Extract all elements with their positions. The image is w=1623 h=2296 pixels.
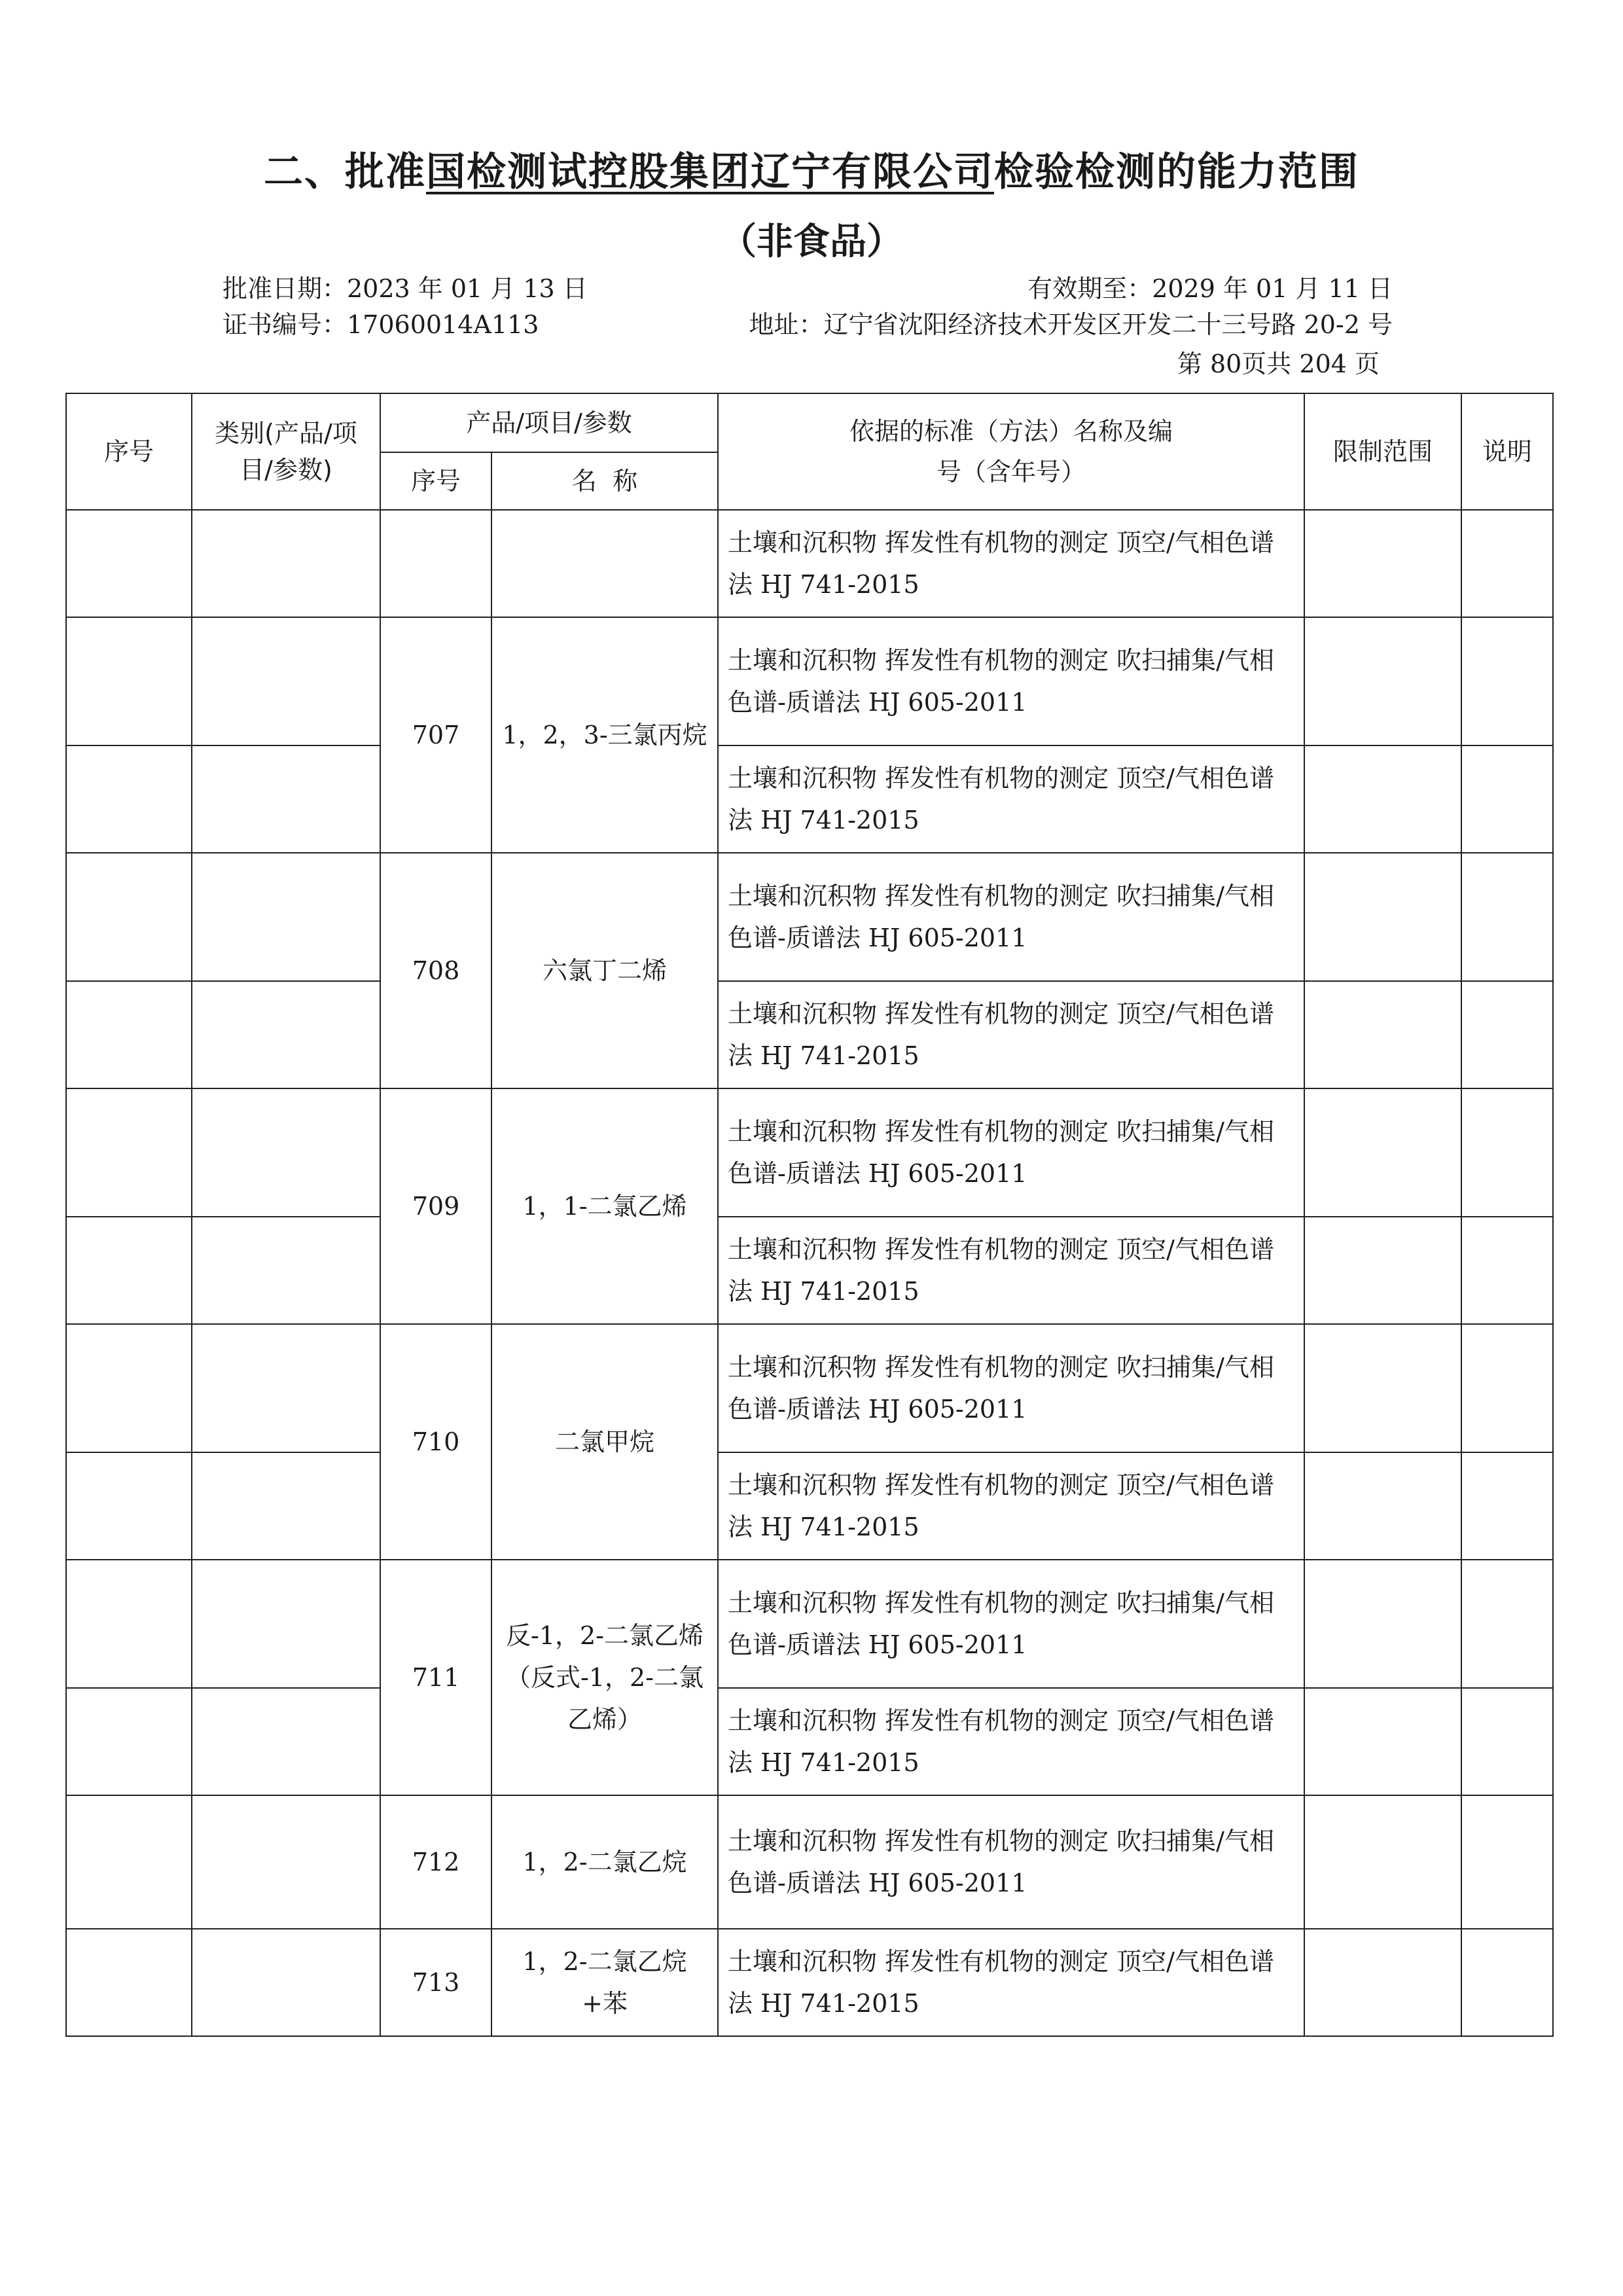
cell-item-name: 1，1-二氯乙烯 (491, 1088, 718, 1324)
cell-item-id (380, 510, 491, 617)
cell-item-id: 711 (380, 1560, 491, 1795)
cell-item-id: 709 (380, 1088, 491, 1324)
cell-limit (1304, 510, 1461, 617)
table-row (66, 510, 1553, 617)
title-org: 国检测试控股集团辽宁有限公司 (426, 149, 994, 195)
cell-limit (1304, 1324, 1461, 1452)
cell-item-id: 713 (380, 1929, 491, 2036)
cell-seq (66, 510, 192, 617)
cell-standard: 土壤和沉积物 挥发性有机物的测定 吹扫捕集/气相色谱-质谱法 HJ 605-2011 (718, 1795, 1304, 1929)
cell-standard: 土壤和沉积物 挥发性有机物的测定 顶空/气相色谱法 HJ 741-2015 (718, 745, 1304, 853)
page-subtitle: （非食品） (720, 221, 903, 263)
cell-standard: 土壤和沉积物 挥发性有机物的测定 顶空/气相色谱法 HJ 741-2015 (718, 1688, 1304, 1795)
cell-limit (1304, 1088, 1461, 1217)
cell-standard: 土壤和沉积物 挥发性有机物的测定 吹扫捕集/气相色谱-质谱法 HJ 605-2011 (718, 853, 1304, 981)
cell-seq (66, 1688, 192, 1795)
cell-limit (1304, 1795, 1461, 1929)
cell-limit (1304, 981, 1461, 1088)
cell-note (1461, 1560, 1553, 1688)
cell-category (192, 853, 380, 981)
cell-category (192, 1795, 380, 1929)
table-row (66, 853, 1553, 981)
cell-seq (66, 1929, 192, 2036)
certificate-number: 证书编号：17060014A113 (223, 310, 539, 339)
table-row (66, 617, 1553, 745)
header-sub-name: 名 称 (491, 452, 718, 510)
table-row (66, 1560, 1553, 1688)
header-category: 类别(产品/项目/参数) (192, 393, 380, 510)
cell-note (1461, 1217, 1553, 1324)
cell-category (192, 1217, 380, 1324)
approval-date: 批准日期：2023 年 01 月 13 日 (223, 274, 588, 303)
table-row (66, 1088, 1553, 1217)
cell-standard: 土壤和沉积物 挥发性有机物的测定 吹扫捕集/气相色谱-质谱法 HJ 605-2011 (718, 1324, 1304, 1452)
cell-item-name: 六氯丁二烯 (491, 853, 718, 1088)
cell-note (1461, 745, 1553, 853)
header-sub-seq: 序号 (380, 452, 491, 510)
cell-standard: 土壤和沉积物 挥发性有机物的测定 吹扫捕集/气相色谱-质谱法 HJ 605-2011 (718, 1560, 1304, 1688)
cell-item-name (491, 510, 718, 617)
cell-limit (1304, 1929, 1461, 2036)
cell-seq (66, 1088, 192, 1217)
cell-limit (1304, 1217, 1461, 1324)
cell-standard: 土壤和沉积物 挥发性有机物的测定 顶空/气相色谱法 HJ 741-2015 (718, 981, 1304, 1088)
table-row (66, 1795, 1553, 1929)
cell-seq (66, 981, 192, 1088)
cell-seq (66, 1795, 192, 1929)
cell-standard: 土壤和沉积物 挥发性有机物的测定 顶空/气相色谱法 HJ 741-2015 (718, 510, 1304, 617)
cell-note (1461, 1088, 1553, 1217)
cell-seq (66, 617, 192, 745)
cell-category (192, 1324, 380, 1452)
cell-item-id: 710 (380, 1324, 491, 1560)
cell-category (192, 745, 380, 853)
cell-standard: 土壤和沉积物 挥发性有机物的测定 顶空/气相色谱法 HJ 741-2015 (718, 1929, 1304, 2036)
table-row (66, 1324, 1553, 1452)
cell-standard: 土壤和沉积物 挥发性有机物的测定 吹扫捕集/气相色谱-质谱法 HJ 605-2011 (718, 1088, 1304, 1217)
cell-seq (66, 1324, 192, 1452)
cell-note (1461, 1929, 1553, 2036)
cell-limit (1304, 1452, 1461, 1560)
header-seq: 序号 (66, 393, 192, 510)
cell-note (1461, 1452, 1553, 1560)
table-row (66, 1217, 1553, 1324)
cell-note (1461, 1688, 1553, 1795)
cell-seq (66, 853, 192, 981)
cell-standard: 土壤和沉积物 挥发性有机物的测定 顶空/气相色谱法 HJ 741-2015 (718, 1217, 1304, 1324)
cell-category (192, 1688, 380, 1795)
valid-until: 有效期至：2029 年 01 月 11 日 (1027, 274, 1393, 303)
cell-limit (1304, 617, 1461, 745)
cell-item-id: 712 (380, 1795, 491, 1929)
capability-table (65, 393, 1554, 2037)
cell-item-id: 708 (380, 853, 491, 1088)
cell-standard: 土壤和沉积物 挥发性有机物的测定 吹扫捕集/气相色谱-质谱法 HJ 605-2011 (718, 617, 1304, 745)
cell-note (1461, 981, 1553, 1088)
table-row (66, 1929, 1553, 2036)
cell-note (1461, 1324, 1553, 1452)
cell-note (1461, 853, 1553, 981)
cell-seq (66, 1217, 192, 1324)
cell-category (192, 1560, 380, 1688)
table-row (66, 1688, 1553, 1795)
cell-seq (66, 1560, 192, 1688)
cell-category (192, 1929, 380, 2036)
cell-category (192, 981, 380, 1088)
page-info: 第 80页共 204 页 (1177, 350, 1380, 378)
page-title (0, 141, 1623, 197)
cell-item-name: 二氯甲烷 (491, 1324, 718, 1560)
header-standard: 依据的标准（方法）名称及编号（含年号） (718, 393, 1304, 510)
table-row (66, 745, 1553, 853)
cell-limit (1304, 853, 1461, 981)
table-row (66, 981, 1553, 1088)
cell-note (1461, 1795, 1553, 1929)
cell-item-name: 反-1，2-二氯乙烯（反式-1，2-二氯乙烯） (491, 1560, 718, 1795)
header-product-group: 产品/项目/参数 (380, 393, 718, 452)
cell-note (1461, 510, 1553, 617)
header-note: 说明 (1461, 393, 1553, 510)
cell-standard: 土壤和沉积物 挥发性有机物的测定 顶空/气相色谱法 HJ 741-2015 (718, 1452, 1304, 1560)
cell-limit (1304, 1688, 1461, 1795)
cell-category (192, 1452, 380, 1560)
table-row (66, 1452, 1553, 1560)
cell-category (192, 1088, 380, 1217)
cell-item-id: 707 (380, 617, 491, 853)
cell-seq (66, 1452, 192, 1560)
cell-category (192, 510, 380, 617)
header-limit: 限制范围 (1304, 393, 1461, 510)
cell-limit (1304, 1560, 1461, 1688)
cell-item-name: 1，2，3-三氯丙烷 (491, 617, 718, 853)
cell-limit (1304, 745, 1461, 853)
title-prefix: 二、批准 (264, 149, 426, 195)
cell-note (1461, 617, 1553, 745)
cell-item-name: 1，2-二氯乙烷 (491, 1795, 718, 1929)
address: 地址：辽宁省沈阳经济技术开发区开发二十三号路 20-2 号 (749, 310, 1393, 339)
cell-category (192, 617, 380, 745)
title-suffix: 检验检测的能力范围 (994, 149, 1359, 195)
cell-item-name: 1，2-二氯乙烷+苯 (491, 1929, 718, 2036)
cell-seq (66, 745, 192, 853)
